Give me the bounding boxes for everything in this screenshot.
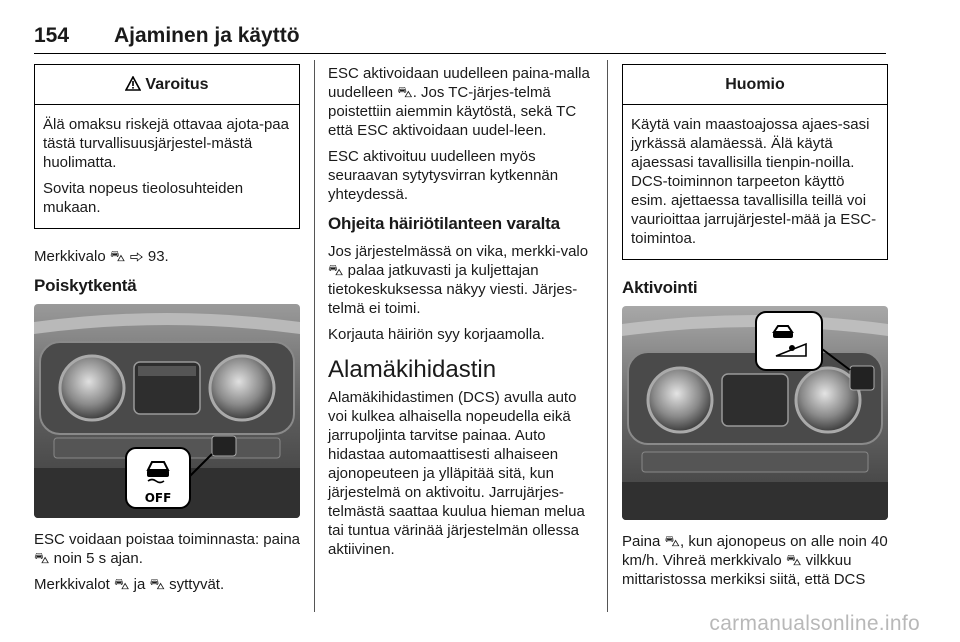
notice-box xyxy=(622,64,888,260)
warning-text-1: Älä omaksu riskejä ottavaa ajota-paa tästä turvallisuusjärjestel-mästä huolimatta. xyxy=(43,116,289,171)
heading-poiskytkenta: Poiskytkentä xyxy=(34,276,137,295)
indicator-reference: Merkkivalo ⛍ ⇨ 93. xyxy=(34,248,169,265)
heading-fault: Ohjeita häiriötilanteen varalta xyxy=(328,214,560,233)
notice-title: Huomio xyxy=(623,65,887,105)
notice-text: Käytä vain maastoajossa ajaes-sasi jyrkässä alamäessä. Älä käytä ajaessasi tavallisilla tienpin-noilla. DCS-toiminnon tarpeeton käyttö esim. ajettaessa tavallisilla teillä voi vaurioittaa jarrujärjestel-mää ja ESC-toimintoa. xyxy=(631,116,877,247)
off-label: OFF xyxy=(144,491,172,505)
dcs-description: Alamäkihidastimen (DCS) avulla auto voi kulkea alhaisella nopeudella eikä jarrupoljinta tarvitse painaa. Auto hidastaa automaattisesti alhaiseen ajonopeuteen ja ylläpitää sitä, kun järjestelmä on aktivoitu. Jarrujärjes-telmästä saattaa kuulua hieman melua tai tuntua värinää järjestelmän ollessa aktiivinen. xyxy=(328,389,585,558)
column-3 xyxy=(622,64,888,596)
column-2 xyxy=(328,64,596,566)
page-number: 154 xyxy=(34,24,70,47)
warning-box xyxy=(34,64,300,229)
column-divider-right xyxy=(607,60,608,612)
indicators-lit: Merkkivalot ⛍ ja ⛍ syttyvät. xyxy=(34,576,225,593)
fault-text: Jos järjestelmässä on vika, merkki-valo ⛍ palaa jatkuvasti ja kuljettajan tietokeskuksessa näkyy viesti. Järjes-telmä ei toimi. xyxy=(328,243,589,317)
warning-text-2: Sovita nopeus tieolosuhteiden mukaan. xyxy=(43,180,244,216)
heading-aktivointi: Aktivointi xyxy=(622,278,698,297)
column-divider-left xyxy=(314,60,315,612)
watermark: carmanualsonline.info xyxy=(709,612,920,635)
disable-instruction: ESC voidaan poistaa toiminnasta: paina ⛍ noin 5 s ajan. xyxy=(34,531,301,567)
repair-text: Korjauta häiriön syy korjaamolla. xyxy=(328,326,545,343)
page-header xyxy=(34,24,886,54)
activation-text: Paina ⛍, kun ajonopeus on alle noin 40 km/h. Vihreä merkkivalo ⛍ vilkkuu mittaristossa merkiksi siitä, että DCS xyxy=(622,533,888,588)
dcs-button-photo xyxy=(622,306,888,520)
page-title: Ajaminen ja käyttö xyxy=(114,24,300,47)
warning-title: Varoitus xyxy=(145,76,209,93)
esc-off-button-photo xyxy=(34,304,300,518)
reactivate-text: ESC aktivoidaan uudelleen paina-malla uudelleen ⛍. Jos TC-järjes-telmä poistettiin aiemmin käytöstä, sekä TC että ESC aktivoidaan uudel-leen. xyxy=(328,65,590,139)
warning-box-header xyxy=(35,65,299,105)
warning-triangle-icon xyxy=(125,76,141,91)
section-title-dcs: Alamäkihidastin xyxy=(328,356,497,383)
column-1 xyxy=(34,64,300,601)
reactivate-ignition-text: ESC aktivoituu uudelleen myös seuraavan sytytysvirran kytkennän yhteydessä. xyxy=(328,148,559,203)
